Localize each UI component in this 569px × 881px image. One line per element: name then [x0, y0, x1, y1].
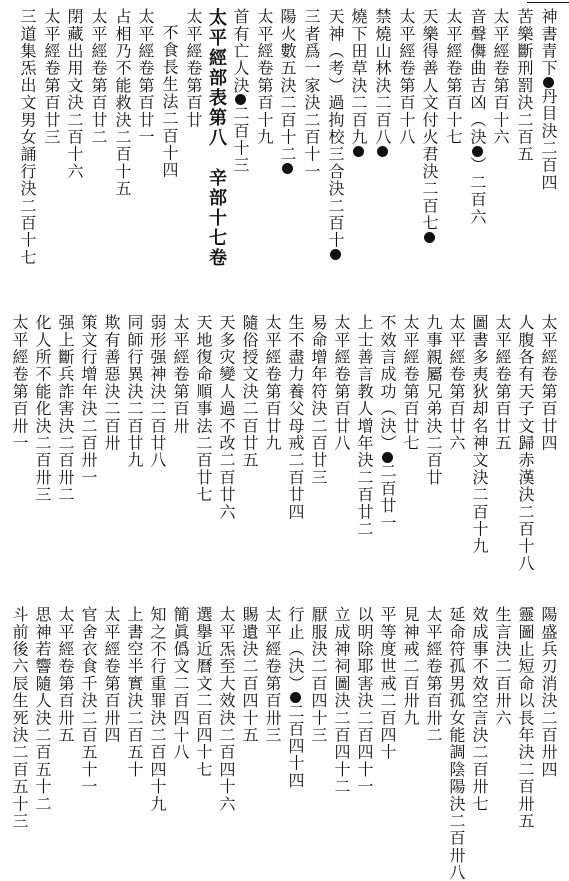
toc-entry: 靈圖止短命以長年決二百卅五: [516, 606, 535, 830]
toc-entry: 生言決二百卅六: [493, 606, 512, 727]
toc-entry: 首有亡人決二百十三: [231, 8, 250, 174]
toc-entry: 太平經卷第百廿五: [493, 314, 512, 452]
toc-entry: 官舍衣食千決二百五十一: [79, 606, 98, 796]
toc-entry: 知之不行重罪決二百四十九: [148, 606, 167, 813]
toc-entry: 占相乃不能救決二百十五: [113, 8, 132, 198]
toc-entry: 簡眞僞文二百四十八: [171, 606, 190, 761]
toc-entry: 生不盡力養父母戒二百廿四: [286, 314, 305, 521]
toc-entry: 效成事不效空言決二百卅七: [470, 606, 489, 813]
toc-entry: 陽火數五決二百十二: [272, 8, 302, 174]
toc-entry: 天地復命順事法二百廿七: [194, 314, 213, 504]
toc-entry: 同師行異決二百廿九: [125, 314, 144, 469]
toc-entry: 太平經卷第百廿一: [136, 8, 155, 146]
toc-entry: 太平經卷第百廿四: [539, 314, 558, 452]
toc-entry: 禁燒山林決二百八: [367, 8, 397, 157]
toc-entry: 立成神祠圖決二百四十二: [332, 606, 351, 796]
footnote-marker-icon: [543, 77, 554, 88]
toc-entry: 厭服決二百四十三: [309, 606, 328, 744]
footnote-marker-icon: [235, 94, 246, 105]
toc-entry: 斗前後六辰生死決二百五十三: [10, 606, 29, 830]
toc-entry: 策文行增年決二百卅一: [79, 314, 98, 486]
toc-entry: 見神戒二百卅九: [401, 606, 420, 727]
toc-entry: 上士善言教人增年決二百廿二: [355, 314, 374, 538]
toc-entry: 隨俗授文決二百廿五: [240, 314, 259, 469]
toc-entry: 陽盛兵刃消決二百卅四: [539, 606, 558, 778]
toc-entry: 太平經卷第百卅二: [424, 606, 443, 744]
top-rule: [527, 2, 569, 3]
footnote-marker-icon: [424, 232, 435, 243]
toc-entry: 行止（決）二百四十四: [286, 606, 305, 789]
toc-entry: 太平經卷第百十六: [491, 8, 510, 146]
toc-entry: 人腹各有天子文歸赤漢決二百十八: [516, 314, 535, 572]
toc-entry: 太平經卷第百十七: [444, 8, 463, 146]
toc-entry: 天多灾變人過不改二百廿六: [217, 314, 236, 521]
toc-entry: 太平經卷第百廿二: [89, 8, 108, 146]
toc-entry: 太平經卷第百卅一: [10, 314, 29, 452]
middle-tier: [0, 314, 569, 588]
toc-entry: 强上斷兵詐害決二百卅二: [56, 314, 75, 504]
toc-entry: 音聲儛曲吉凶（決）二百六: [468, 8, 487, 226]
footnote-marker-icon: [377, 146, 388, 157]
toc-entry: 太平經卷第百廿: [184, 8, 203, 129]
toc-entry: 苦樂斷刑罰決二百五: [515, 8, 534, 163]
toc-entry: 不食長生法二百十四: [160, 24, 179, 179]
toc-entry: 太平經卷第百廿三: [42, 8, 61, 146]
toc-entry: 太平經卷第百十八: [397, 8, 416, 146]
toc-entry: 太平經卷第百十九: [255, 8, 274, 146]
toc-entry: 天樂得善人文付火君決二百七: [414, 8, 444, 243]
toc-entry: 九事親屬兄弟決二百廿: [424, 314, 443, 486]
toc-entry: 太平經卷第百廿九: [263, 314, 282, 452]
toc-entry: 易命增年符決二百廿三: [309, 314, 328, 486]
toc-entry: 三者爲一家決二百十一: [302, 8, 321, 180]
toc-entry: 太平炁至大效決二百四十六: [217, 606, 236, 813]
toc-entry: 圖書多夷狄却名神文決二百十九: [470, 314, 489, 555]
lower-tier: [0, 606, 569, 881]
toc-entry: 以明除耶害決二百四十一: [355, 606, 374, 796]
toc-entry: 太平經卷第百卅三: [263, 606, 282, 744]
toc-entry: 太平經卷第百廿七: [401, 314, 420, 452]
toc-entry: 欺有善惡決二百卅: [102, 314, 121, 452]
toc-entry: 上書空半實決二百五十: [125, 606, 144, 778]
toc-entry: 化人所不能化決二百卅三: [33, 314, 52, 504]
footnote-marker-icon: [290, 692, 301, 703]
toc-entry: 選擧近曆文二百四十七: [194, 606, 213, 778]
toc-entry: 不效言成功（決）二百廿一: [378, 314, 397, 532]
section-heading: 太平經部表第八 辛部十七卷: [206, 8, 227, 268]
footnote-marker-icon: [472, 146, 483, 157]
footnote-marker-icon: [353, 146, 364, 157]
toc-entry: 太平經卷第百廿八: [332, 314, 351, 452]
toc-entry: 太平經卷第百卅: [171, 314, 190, 435]
toc-entry: 賜遺決二百四十五: [240, 606, 259, 744]
toc-entry: 天神（考）過拘校三合決二百十: [320, 8, 350, 260]
toc-entry: 太平經卷第百卅五: [56, 606, 75, 744]
toc-entry: 弱形强神決二百廿八: [148, 314, 167, 469]
footnote-marker-icon: [282, 163, 293, 174]
toc-entry: 三道集炁出文男女誦行決二百十七: [18, 8, 37, 266]
toc-entry: 平等度世戒二百四十: [378, 606, 397, 761]
footnote-marker-icon: [382, 452, 393, 463]
toc-entry: 燒下田草決二百九: [343, 8, 373, 157]
toc-entry: 延命符孤男孤女能調陰陽決二百卅八: [447, 606, 466, 881]
upper-tier: [0, 8, 569, 298]
toc-entry: 思神若響隨人決二百五十二: [33, 606, 52, 813]
footnote-marker-icon: [330, 249, 341, 260]
toc-entry: 閉藏出用文決二百十六: [65, 8, 84, 180]
toc-entry: 太平經卷第百卅四: [102, 606, 121, 744]
toc-entry: 太平經卷第百廿六: [447, 314, 466, 452]
toc-entry: 神書青下丹目決二百四: [539, 8, 558, 192]
